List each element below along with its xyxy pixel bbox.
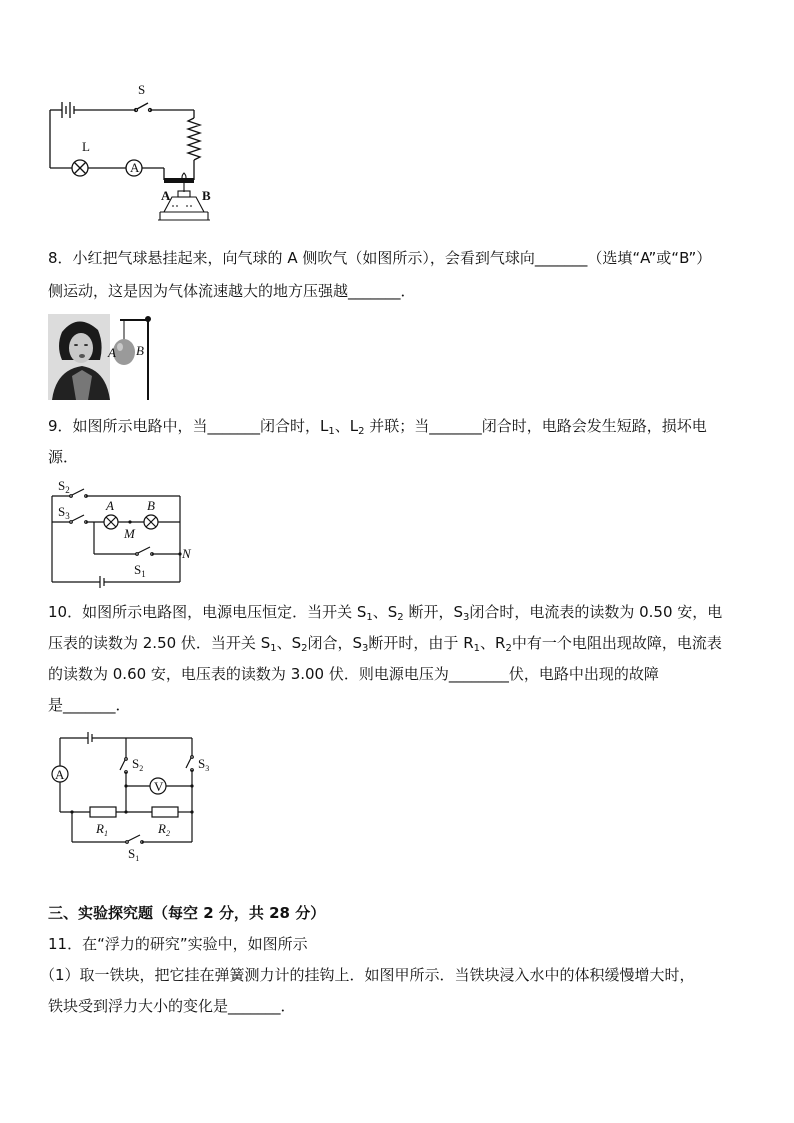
q11-line3: 铁块受到浮力大小的变化是_______． — [48, 997, 296, 1015]
q10-l2-b: 1 — [270, 643, 277, 654]
q10-l2-i: 、R — [480, 634, 506, 652]
q10-label-R1: $R_1$ — [96, 821, 108, 838]
q10-l2-k: 中有一个电阻出现故障，电流表 — [511, 634, 722, 652]
q10-l1-d: 2 — [397, 612, 404, 623]
q11-line1: 11．在“浮力的研究”实验中，如图所示 — [48, 935, 308, 953]
q9-label-N: N — [182, 546, 191, 561]
q9-line1 — [48, 416, 707, 436]
q10-label-S2: $S_2$ — [132, 756, 144, 773]
q9-label-A: A — [106, 498, 114, 513]
q10-label-S3: $S_3$ — [198, 756, 210, 773]
q9-label-M: M — [124, 526, 135, 541]
q9-label-S2: $S_2$ — [58, 478, 70, 495]
q8-line2: 侧运动，这是因为气体流速越大的地方压强越_______． — [48, 282, 416, 300]
q9-text-mid: 、L — [334, 417, 359, 435]
label-A: A — [161, 188, 171, 203]
q9-label-S3: $S_3$ — [58, 504, 70, 521]
q10-l2-e: 闭合，S — [307, 634, 363, 652]
q9-sub2: 2 — [358, 426, 365, 437]
q11-line2: （1）取一铁块，把它挂在弹簧测力计的挂钩上．如图甲所示．当铁块浸入水中的体积缓慢增大时， — [40, 966, 695, 984]
q9-text-pre: 9．如图所示电路中，当_______闭合时，L — [48, 417, 329, 435]
q9-label-B: B — [147, 498, 155, 513]
q10-l2-d: 2 — [301, 643, 308, 654]
q10-l2-g: 断开时，由于 R — [368, 634, 474, 652]
q10-l2-f: 3 — [362, 643, 369, 654]
figure-balloon-photo — [48, 314, 156, 400]
q9-label-S1: $S_1$ — [134, 562, 146, 579]
q9-text-post: 并联；当_______闭合时，电路会发生短路，损坏电 — [364, 417, 707, 435]
q10-ammeter-label: A — [55, 767, 65, 782]
section-3-title: 三、实验探究题（每空 2 分，共 28 分） — [48, 904, 326, 922]
label-B: B — [202, 188, 211, 203]
q10-l1-b: 1 — [366, 612, 373, 623]
q10-label-R2: $R_2$ — [158, 821, 170, 838]
q10-line2 — [48, 633, 722, 653]
q10-l2-a: 压表的读数为 2.50 伏．当开关 S — [48, 634, 271, 652]
balloon-label-A: A — [108, 345, 116, 360]
q9-line2: 源． — [48, 448, 79, 466]
label-S: S — [138, 82, 146, 97]
q10-l1-f: 3 — [462, 612, 470, 623]
q10-l1-a: 10．如图所示电路图，电源电压恒定．当开关 S — [48, 603, 367, 621]
balloon-label-B: B — [136, 343, 144, 358]
q10-l2-j: 2 — [505, 643, 512, 654]
figure-q10-circuit — [44, 724, 220, 864]
figure-top-circuit — [44, 78, 224, 238]
q10-line3: 的读数为 0.60 安，电压表的读数为 3.00 伏．则电源电压为________伏，电路中出现的故障 — [48, 665, 659, 683]
q10-voltmeter-label: V — [154, 779, 164, 794]
q10-label-S1: $S_1$ — [128, 846, 140, 863]
q10-l1-g: 闭合时，电流表的读数为 0.50 安，电 — [469, 603, 723, 621]
q10-l1-c: 、S — [372, 603, 398, 621]
ammeter-label: A — [130, 160, 140, 175]
q10-line4: 是_______． — [48, 696, 131, 714]
q10-l2-c: 、S — [276, 634, 302, 652]
label-L: L — [82, 139, 90, 154]
q9-sub1: 1 — [328, 426, 335, 437]
figure-q9-circuit — [44, 476, 200, 590]
q10-line1 — [48, 602, 722, 622]
q10-l1-e: 断开，S — [403, 603, 463, 621]
q8-line1: 8．小红把气球悬挂起来，向气球的 A 侧吹气（如图所示），会看到气球向_______（选填“A”或“B”） — [48, 249, 712, 267]
q10-l2-h: 1 — [473, 643, 480, 654]
